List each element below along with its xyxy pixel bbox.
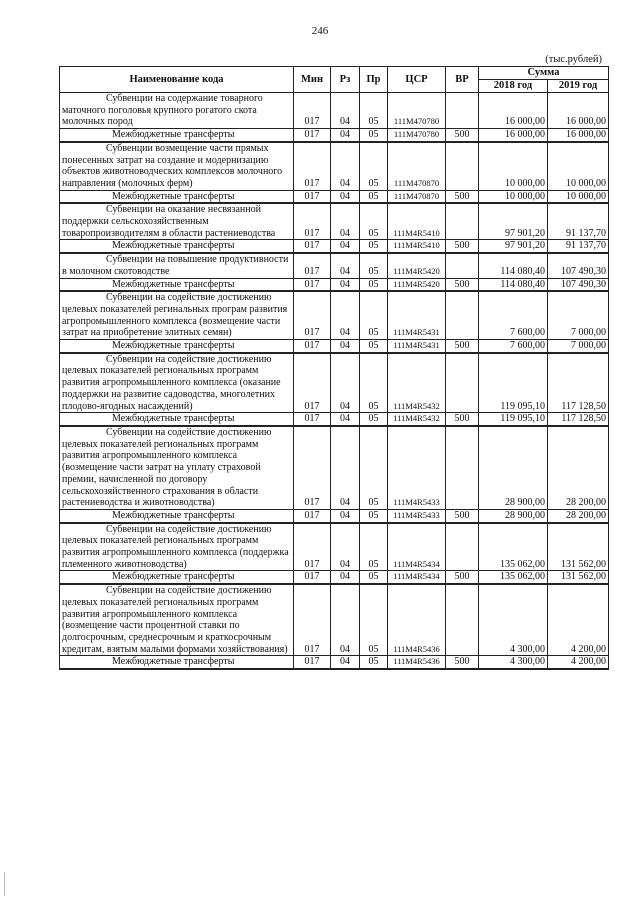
cell-csr: 111M470870 xyxy=(388,142,446,190)
cell-2018: 114 080,40 xyxy=(479,278,548,291)
cell-vr xyxy=(446,584,479,656)
cell-csr: 111M4R5420 xyxy=(388,278,446,291)
cell-vr: 500 xyxy=(446,413,479,426)
table-row-item xyxy=(60,584,609,656)
cell-csr: 111M4R5432 xyxy=(388,413,446,426)
cell-2018: 119 095,10 xyxy=(479,413,548,426)
cell-vr: 500 xyxy=(446,278,479,291)
cell-pr: 05 xyxy=(360,278,388,291)
page-number: 246 xyxy=(311,25,329,37)
cell-2019: 107 490,30 xyxy=(548,253,609,278)
cell-rz: 04 xyxy=(331,413,360,426)
cell-vr: 500 xyxy=(446,190,479,203)
cell-rz: 04 xyxy=(331,142,360,190)
cell-min: 017 xyxy=(294,291,331,339)
table-row-transfer xyxy=(60,509,609,522)
cell-name: Межбюджетные трансферты xyxy=(60,190,294,203)
cell-csr: 111M4R5432 xyxy=(388,353,446,413)
cell-name: Субвенции на содействие достижению целевых показателей региональных программ развития агропромышленного комплекса (возмещение части процентной ставки по долгосрочным, среднесрочным и краткосрочным кредитам, взятым малыми формами хозяйствования) xyxy=(60,584,294,656)
cell-vr: 500 xyxy=(446,129,479,142)
cell-csr: 111M4R5431 xyxy=(388,340,446,353)
cell-name: Субвенции на содействие достижению целевых показателей регинальных програм развития агропромышленного комплекса (возмещение части затрат на приобретение элитных семян) xyxy=(60,291,294,339)
header-vr: ВР xyxy=(446,67,479,93)
cell-2019: 131 562,00 xyxy=(548,571,609,584)
header-name: Наименование кода xyxy=(60,67,294,93)
cell-rz: 04 xyxy=(331,291,360,339)
cell-rz: 04 xyxy=(331,426,360,509)
cell-csr: 111M4R5433 xyxy=(388,509,446,522)
cell-2018: 16 000,00 xyxy=(479,93,548,129)
cell-csr: 111M4R5410 xyxy=(388,203,446,240)
cell-name: Межбюджетные трансферты xyxy=(60,240,294,253)
cell-2019: 91 137,70 xyxy=(548,240,609,253)
cell-rz: 04 xyxy=(331,523,360,571)
cell-min: 017 xyxy=(294,129,331,142)
table-row-item xyxy=(60,426,609,509)
cell-csr: 111M4R5436 xyxy=(388,656,446,669)
table-row-item xyxy=(60,253,609,278)
cell-2018: 7 600,00 xyxy=(479,291,548,339)
cell-vr xyxy=(446,426,479,509)
cell-pr: 05 xyxy=(360,426,388,509)
cell-csr: 111M4R5420 xyxy=(388,253,446,278)
cell-2018: 119 095,10 xyxy=(479,353,548,413)
table-row-transfer xyxy=(60,190,609,203)
cell-2018: 16 000,00 xyxy=(479,129,548,142)
cell-name: Субвенции на содержание товарного маточного поголовья крупного рогатого скота молочных пород xyxy=(60,93,294,129)
cell-pr: 05 xyxy=(360,340,388,353)
cell-csr: 111M4R5434 xyxy=(388,571,446,584)
cell-rz: 04 xyxy=(331,93,360,129)
cell-2018: 28 900,00 xyxy=(479,509,548,522)
header-rz: Рз xyxy=(331,67,360,93)
cell-min: 017 xyxy=(294,584,331,656)
cell-rz: 04 xyxy=(331,656,360,669)
table-body xyxy=(60,93,609,670)
cell-rz: 04 xyxy=(331,571,360,584)
cell-min: 017 xyxy=(294,93,331,129)
cell-csr: 111M470870 xyxy=(388,190,446,203)
cell-pr: 05 xyxy=(360,240,388,253)
cell-name: Межбюджетные трансферты xyxy=(60,571,294,584)
cell-vr xyxy=(446,353,479,413)
cell-min: 017 xyxy=(294,190,331,203)
cell-2018: 7 600,00 xyxy=(479,340,548,353)
cell-name: Субвенции на содействие достижению целевых показателей региональных программ развития агропромышленного комплекса (поддержка племенного животноводства) xyxy=(60,523,294,571)
cell-vr: 500 xyxy=(446,240,479,253)
table-row-item xyxy=(60,291,609,339)
cell-2018: 10 000,00 xyxy=(479,190,548,203)
cell-name: Субвенции на повышение продуктивности в молочном скотоводстве xyxy=(60,253,294,278)
cell-2019: 28 200,00 xyxy=(548,426,609,509)
cell-rz: 04 xyxy=(331,584,360,656)
cell-rz: 04 xyxy=(331,129,360,142)
cell-name: Субвенции возмещение части прямых понесенных затрат на создание и модернизацию объектов животноводческих комплексов молочного направления (молочных ферм) xyxy=(60,142,294,190)
cell-rz: 04 xyxy=(331,509,360,522)
table-row-item xyxy=(60,523,609,571)
cell-min: 017 xyxy=(294,142,331,190)
cell-vr: 500 xyxy=(446,656,479,669)
cell-name: Межбюджетные трансферты xyxy=(60,413,294,426)
cell-vr: 500 xyxy=(446,509,479,522)
cell-pr: 05 xyxy=(360,584,388,656)
table-header xyxy=(60,67,609,93)
table-row-transfer xyxy=(60,413,609,426)
table-row-item xyxy=(60,142,609,190)
cell-rz: 04 xyxy=(331,253,360,278)
cell-name: Субвенции на оказание несвязанной поддержки сельскохозяйственным товаропроизводителям в области растениеводства xyxy=(60,203,294,240)
cell-2019: 91 137,70 xyxy=(548,203,609,240)
cell-min: 017 xyxy=(294,509,331,522)
cell-2018: 97 901,20 xyxy=(479,240,548,253)
cell-rz: 04 xyxy=(331,353,360,413)
cell-2018: 4 300,00 xyxy=(479,656,548,669)
cell-pr: 05 xyxy=(360,523,388,571)
units-label: (тыс.рублей) xyxy=(545,54,602,65)
scan-margin-mark xyxy=(4,872,5,896)
cell-2019: 7 000,00 xyxy=(548,340,609,353)
cell-rz: 04 xyxy=(331,278,360,291)
table-row-transfer xyxy=(60,240,609,253)
cell-name: Межбюджетные трансферты xyxy=(60,129,294,142)
cell-rz: 04 xyxy=(331,190,360,203)
cell-min: 017 xyxy=(294,253,331,278)
cell-min: 017 xyxy=(294,523,331,571)
cell-name: Межбюджетные трансферты xyxy=(60,509,294,522)
cell-rz: 04 xyxy=(331,240,360,253)
cell-pr: 05 xyxy=(360,253,388,278)
cell-min: 017 xyxy=(294,278,331,291)
table-row-transfer xyxy=(60,656,609,669)
table-row-transfer xyxy=(60,129,609,142)
cell-name: Субвенции на содействие достижению целевых показателей региональных программ развития агропромышленного комплекса (возмещение части затрат на уплату страховой премии, начисленной по договору сельскохозяйственного страхования в области растениеводства и животноводства) xyxy=(60,426,294,509)
cell-2018: 97 901,20 xyxy=(479,203,548,240)
cell-vr: 500 xyxy=(446,571,479,584)
header-sum: Сумма xyxy=(479,67,609,80)
cell-min: 017 xyxy=(294,340,331,353)
cell-pr: 05 xyxy=(360,203,388,240)
cell-min: 017 xyxy=(294,240,331,253)
cell-2019: 107 490,30 xyxy=(548,278,609,291)
cell-csr: 111M4R5433 xyxy=(388,426,446,509)
cell-2019: 10 000,00 xyxy=(548,142,609,190)
cell-csr: 111M4R5434 xyxy=(388,523,446,571)
cell-pr: 05 xyxy=(360,353,388,413)
cell-pr: 05 xyxy=(360,190,388,203)
table-row-item xyxy=(60,203,609,240)
cell-2019: 4 200,00 xyxy=(548,656,609,669)
cell-csr: 111M470780 xyxy=(388,129,446,142)
cell-2018: 28 900,00 xyxy=(479,426,548,509)
cell-pr: 05 xyxy=(360,291,388,339)
cell-2019: 16 000,00 xyxy=(548,129,609,142)
table-row-item xyxy=(60,353,609,413)
cell-2019: 10 000,00 xyxy=(548,190,609,203)
cell-min: 017 xyxy=(294,353,331,413)
header-min: Мин xyxy=(294,67,331,93)
cell-vr xyxy=(446,523,479,571)
cell-csr: 111M4R5410 xyxy=(388,240,446,253)
cell-csr: 111M4R5431 xyxy=(388,291,446,339)
cell-pr: 05 xyxy=(360,413,388,426)
header-csr: ЦСР xyxy=(388,67,446,93)
cell-2019: 4 200,00 xyxy=(548,584,609,656)
cell-pr: 05 xyxy=(360,509,388,522)
cell-pr: 05 xyxy=(360,142,388,190)
cell-2018: 114 080,40 xyxy=(479,253,548,278)
cell-vr xyxy=(446,142,479,190)
cell-rz: 04 xyxy=(331,340,360,353)
cell-2018: 135 062,00 xyxy=(479,571,548,584)
table-row-transfer xyxy=(60,571,609,584)
cell-min: 017 xyxy=(294,413,331,426)
cell-csr: 111M4R5436 xyxy=(388,584,446,656)
cell-min: 017 xyxy=(294,656,331,669)
table-row-item xyxy=(60,93,609,129)
cell-pr: 05 xyxy=(360,129,388,142)
cell-2018: 10 000,00 xyxy=(479,142,548,190)
cell-2019: 131 562,00 xyxy=(548,523,609,571)
cell-2019: 7 000,00 xyxy=(548,291,609,339)
header-2018: 2018 год xyxy=(479,80,548,93)
cell-2019: 117 128,50 xyxy=(548,413,609,426)
table-row-transfer xyxy=(60,340,609,353)
cell-min: 017 xyxy=(294,571,331,584)
cell-vr xyxy=(446,253,479,278)
table-row-transfer xyxy=(60,278,609,291)
header-pr: Пр xyxy=(360,67,388,93)
cell-name: Субвенции на содействие достижению целевых показателей региональных программ развития агропромышленного комплекса (оказание поддержки на развитие садоводства, многолетних плодово-ягодных насаждений) xyxy=(60,353,294,413)
cell-name: Межбюджетные трансферты xyxy=(60,278,294,291)
cell-min: 017 xyxy=(294,426,331,509)
cell-pr: 05 xyxy=(360,93,388,129)
cell-2019: 16 000,00 xyxy=(548,93,609,129)
cell-vr xyxy=(446,291,479,339)
cell-pr: 05 xyxy=(360,656,388,669)
cell-csr: 111M470780 xyxy=(388,93,446,129)
cell-pr: 05 xyxy=(360,571,388,584)
cell-name: Межбюджетные трансферты xyxy=(60,656,294,669)
cell-name: Межбюджетные трансферты xyxy=(60,340,294,353)
cell-vr: 500 xyxy=(446,340,479,353)
cell-2018: 135 062,00 xyxy=(479,523,548,571)
cell-2019: 117 128,50 xyxy=(548,353,609,413)
cell-2019: 28 200,00 xyxy=(548,509,609,522)
header-2019: 2019 год xyxy=(548,80,609,93)
cell-min: 017 xyxy=(294,203,331,240)
cell-vr xyxy=(446,93,479,129)
budget-table xyxy=(59,66,609,670)
cell-rz: 04 xyxy=(331,203,360,240)
cell-2018: 4 300,00 xyxy=(479,584,548,656)
cell-vr xyxy=(446,203,479,240)
